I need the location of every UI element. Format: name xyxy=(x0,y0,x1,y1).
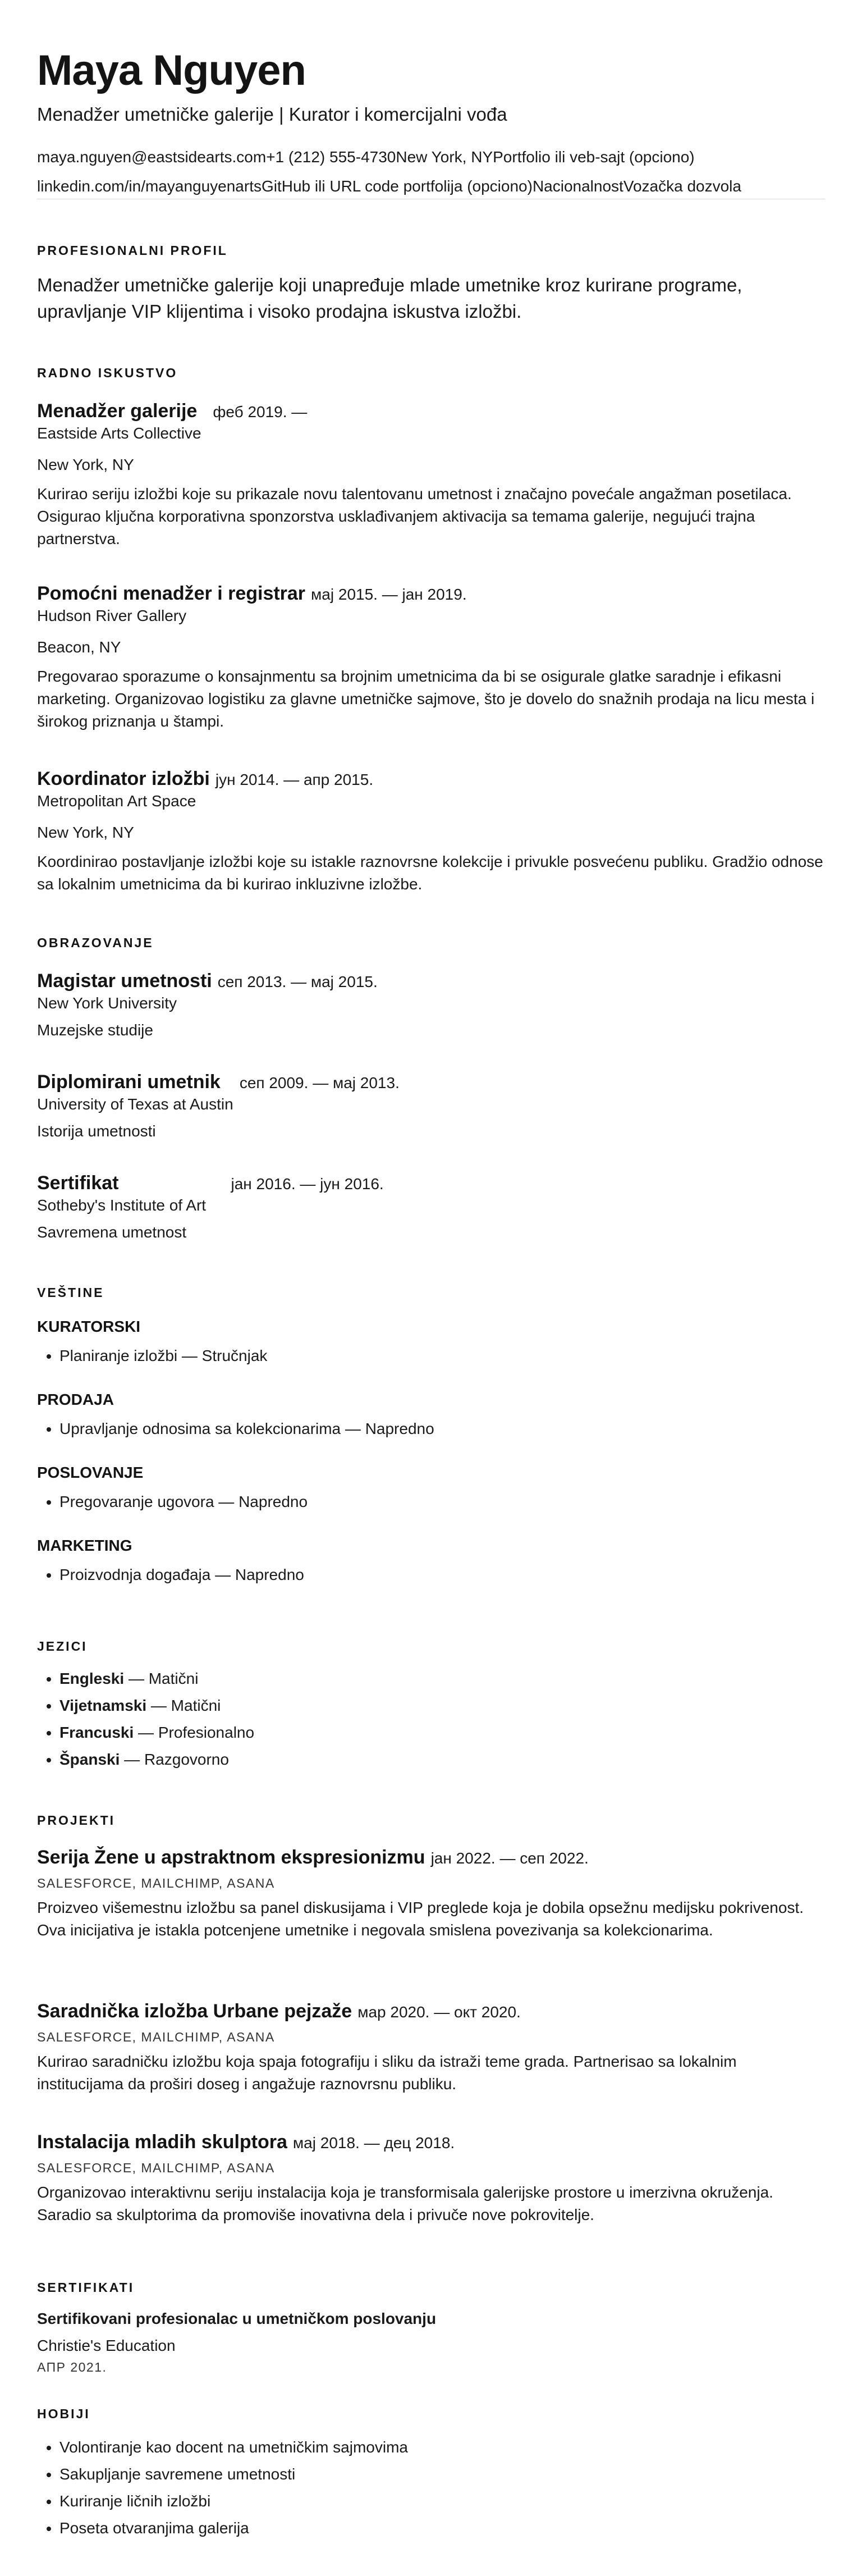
skill-group xyxy=(37,1463,825,1515)
job-title: Pomoćni menadžer i registrar xyxy=(37,583,306,604)
certificate-name: Sertifikovani profesionalac u umetničkom poslovanju xyxy=(37,2310,437,2327)
certificates-section xyxy=(37,2280,825,2375)
field-of-study: Istorija umetnosti xyxy=(37,1122,156,1140)
job-title: Koordinator izložbi xyxy=(37,768,210,789)
project-tech: SALESFORCE, MAILCHIMP, ASANA xyxy=(37,2161,275,2175)
experience-item xyxy=(37,399,825,550)
section-title-profile: PROFESIONALNI PROFIL xyxy=(37,243,228,258)
github-link[interactable]: GitHub ili URL code portfolija (opciono) xyxy=(261,177,533,195)
education-item xyxy=(37,969,825,1040)
skill-category: KURATORSKI xyxy=(37,1318,141,1335)
hobby-item: • Poseta otvaranjima galerija xyxy=(59,2515,825,2542)
language-item xyxy=(59,1692,825,1719)
language-level: — Razgovorno xyxy=(120,1751,229,1768)
company-name: Hudson River Gallery xyxy=(37,607,187,624)
project-dates: јан 2022. — сеп 2022. xyxy=(430,1849,589,1867)
company-name: Metropolitan Art Space xyxy=(37,792,196,810)
skill-category: MARKETING xyxy=(37,1537,132,1554)
hobby-item: • Kuriranje ličnih izložbi xyxy=(59,2488,825,2515)
experience-item xyxy=(37,766,825,896)
education-dates: сеп 2009. — мај 2013. xyxy=(239,1074,400,1091)
skill-group xyxy=(37,1536,825,1588)
section-title-projects: PROJEKTI xyxy=(37,1813,116,1828)
section-title-skills: VEŠTINE xyxy=(37,1285,104,1300)
education-item xyxy=(37,1070,825,1141)
hobby-item: • Sakupljanje savremene umetnosti xyxy=(59,2461,825,2488)
job-title: Menadžer galerije xyxy=(37,400,198,422)
contact-line-1 xyxy=(37,147,825,167)
project-description: Proizveo višemestnu izložbu sa panel diskusijama i VIP preglede koja je dobila opsežnu medijsku pokrivenost. Ova inicijativa je istakla potcenjene umetnike i negovala smislena povezivanja sa kolekcionarima. xyxy=(37,1899,804,1939)
education-dates: јан 2016. — јун 2016. xyxy=(231,1175,384,1193)
experience-item xyxy=(37,581,825,733)
job-dates: мај 2015. — јан 2019. xyxy=(311,586,467,603)
project-item xyxy=(37,1999,825,2095)
skill-group xyxy=(37,1317,825,1369)
project-name: Saradnička izložba Urbane pejzaže xyxy=(37,2000,352,2022)
job-dates: јун 2014. — апр 2015. xyxy=(215,771,374,788)
language-name: Vijetnamski xyxy=(59,1697,147,1714)
project-dates: мар 2020. — окт 2020. xyxy=(357,2003,521,2021)
school-name: New York University xyxy=(37,994,177,1012)
language-level: — Matični xyxy=(146,1697,221,1714)
hobby-item: • Volontiranje kao docent na umetničkim sajmovima xyxy=(59,2434,825,2461)
job-description: Koordinirao postavljanje izložbi koje su istakle raznovrsne kolekcije i privukle posvećenu publiku. Gradžio odnose sa lokalnim umetnicima da bi kurirao inkluzivne izložbe. xyxy=(37,853,823,893)
skill-group xyxy=(37,1390,825,1442)
profile-summary: Menadžer umetničke galerije koji unapređuje mlade umetnike kroz kurirane programe, upravljanje VIP klijentima i visoko prodajna iskustva izložbi. xyxy=(37,275,742,322)
candidate-headline: Menadžer umetničke galerije | Kurator i komercijalni vođa xyxy=(37,104,507,125)
field-of-study: Muzejske studije xyxy=(37,1021,153,1039)
job-description: Kurirao seriju izložbi koje su prikazale novu talentovanu umetnost i značajno povećale angažman posetilaca. Osigurao ključna korporativna sponzorstva usklađivanjem aktivacija sa temama galerije, negujući trajna partnerstva. xyxy=(37,485,792,547)
skills-section xyxy=(37,1285,825,1300)
project-description: Organizovao interaktivnu seriju instalacija koja je transformisala galerijske prostore u imerzivna okruženja. Saradio sa skulptorima da promoviše inovativna dela i privuče nove pokrovitelje. xyxy=(37,2184,773,2223)
language-name: Engleski xyxy=(59,1670,125,1687)
job-location: Beacon, NY xyxy=(37,638,121,656)
project-description: Kurirao saradničku izložbu koja spaja fotografiju i sliku da istraži teme grada. Partnerisao sa lokalnim institucijama da proširi doseg i angažuje raznovrsnu publiku. xyxy=(37,2053,737,2093)
job-location: New York, NY xyxy=(37,456,134,473)
skill-item: • Upravljanje odnosima sa kolekcionarima — Napredno xyxy=(59,1415,825,1442)
certificate-issuer: Christie's Education xyxy=(37,2337,176,2354)
certificate-date: АПР 2021. xyxy=(37,2360,107,2374)
education-section xyxy=(37,935,825,951)
languages-section xyxy=(37,1638,825,1773)
job-dates: феб 2019. — xyxy=(213,403,308,421)
project-item xyxy=(37,1845,825,1942)
language-item xyxy=(59,1665,825,1692)
section-title-experience: RADNO ISKUSTVO xyxy=(37,366,178,380)
section-title-certificates: SERTIFIKATI xyxy=(37,2280,135,2295)
degree-name: Magistar umetnosti xyxy=(37,970,212,992)
company-name: Eastside Arts Collective xyxy=(37,424,201,442)
profile-section xyxy=(37,243,825,325)
school-name: University of Texas at Austin xyxy=(37,1095,233,1113)
portfolio-link[interactable]: Portfolio ili veb-sajt (opciono) xyxy=(493,148,695,166)
project-tech: SALESFORCE, MAILCHIMP, ASANA xyxy=(37,1876,275,1890)
projects-section xyxy=(37,1812,825,1828)
language-name: Francuski xyxy=(59,1724,134,1741)
skill-item: • Proizvodnja događaja — Napredno xyxy=(59,1561,825,1588)
phone-number[interactable]: +1 (212) 555-4730 xyxy=(266,148,396,166)
candidate-name: Maya Nguyen xyxy=(37,47,306,94)
skill-category: PRODAJA xyxy=(37,1391,114,1408)
language-item xyxy=(59,1746,825,1773)
education-dates: сеп 2013. — мај 2015. xyxy=(217,973,378,990)
job-description: Pregovarao sporazume o konsajnmentu sa brojnim umetnicima da bi se osigurale glatke saradnje i efikasni marketing. Organizovao logistiku za glavne umetničke sajmove, što je dovelo do snažnih prodaja na licu mesta i širokog priznanja u štampi. xyxy=(37,668,815,730)
language-name: Španski xyxy=(59,1751,120,1768)
section-title-languages: JEZICI xyxy=(37,1639,88,1654)
project-tech: SALESFORCE, MAILCHIMP, ASANA xyxy=(37,2030,275,2044)
drivers-license: Vozačka dozvola xyxy=(623,177,741,195)
section-title-education: OBRAZOVANJE xyxy=(37,935,154,950)
section-title-hobbies: HOBIJI xyxy=(37,2406,90,2421)
field-of-study: Savremena umetnost xyxy=(37,1223,187,1241)
project-item xyxy=(37,2130,825,2226)
skill-item: • Planiranje izložbi — Stručnjak xyxy=(59,1342,825,1369)
school-name: Sotheby's Institute of Art xyxy=(37,1196,207,1214)
skill-category: POSLOVANJE xyxy=(37,1464,144,1481)
nationality: Nacionalnost xyxy=(532,177,623,195)
education-item xyxy=(37,1171,825,1243)
contact-line-2 xyxy=(37,176,825,199)
project-dates: мај 2018. — дец 2018. xyxy=(292,2134,455,2152)
language-level: — Profesionalno xyxy=(134,1724,255,1741)
hobbies-section xyxy=(37,2406,825,2542)
language-level: — Matični xyxy=(124,1670,199,1687)
job-location: New York, NY xyxy=(37,824,134,841)
email-link[interactable]: maya.nguyen@eastsidearts.com xyxy=(37,148,267,166)
location: New York, NY xyxy=(396,148,493,166)
project-name: Instalacija mladih skulptora xyxy=(37,2131,287,2153)
project-name: Serija Žene u apstraktnom ekspresionizmu xyxy=(37,1847,425,1868)
experience-section xyxy=(37,365,825,381)
skill-item: • Pregovaranje ugovora — Napredno xyxy=(59,1488,825,1515)
linkedin-link[interactable]: linkedin.com/in/mayanguyenarts xyxy=(37,177,262,195)
degree-name: Sertifikat xyxy=(37,1172,119,1194)
degree-name: Diplomirani umetnik xyxy=(37,1071,221,1093)
language-item xyxy=(59,1719,825,1746)
